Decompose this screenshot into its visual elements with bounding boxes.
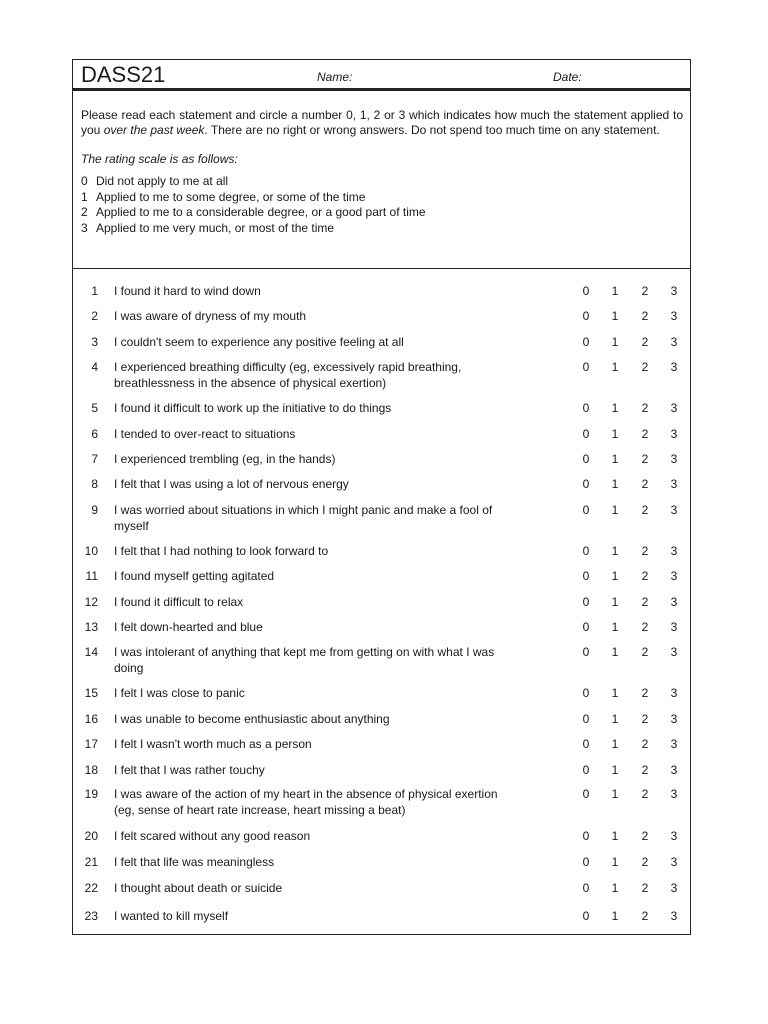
item-statement: I felt I was close to panic	[114, 686, 245, 700]
item-statement: I felt that I was using a lot of nervous energy	[114, 477, 349, 491]
scale-row	[81, 205, 683, 221]
item-number: 6	[91, 427, 98, 441]
rating-option-1[interactable]: 1	[611, 881, 619, 895]
rating-option-3[interactable]: 3	[670, 544, 678, 558]
rating-option-2[interactable]: 2	[641, 503, 649, 517]
rating-option-2[interactable]: 2	[641, 544, 649, 558]
item-number: 16	[84, 712, 98, 726]
scale-description: Applied to me to some degree, or some of the time	[96, 189, 366, 204]
rating-option-0[interactable]: 0	[582, 737, 590, 751]
item-number: 4	[91, 360, 98, 374]
item-statement: I was worried about situations in which I might panic and make a fool of myself	[114, 503, 493, 533]
rating-option-1[interactable]: 1	[611, 569, 619, 583]
item-statement: I couldn't seem to experience any positive feeling at all	[114, 335, 404, 349]
item-statement: I experienced breathing difficulty (eg, excessively rapid breathing, breathlessness in the absence of physical exertion)	[114, 360, 462, 390]
item-number: 2	[91, 309, 98, 323]
rating-option-2[interactable]: 2	[641, 620, 649, 634]
rating-option-0[interactable]: 0	[582, 645, 590, 659]
rating-option-3[interactable]: 3	[670, 309, 678, 323]
item-statement: I felt that life was meaningless	[114, 855, 275, 869]
rating-option-2[interactable]: 2	[641, 881, 649, 895]
rating-option-0[interactable]: 0	[582, 427, 590, 441]
item-number: 14	[84, 645, 98, 659]
rating-option-0[interactable]: 0	[582, 712, 590, 726]
rating-option-3[interactable]: 3	[670, 686, 678, 700]
item-statement: I was intolerant of anything that kept me from getting on with what I was doing	[114, 645, 495, 675]
rating-option-3[interactable]: 3	[670, 477, 678, 491]
rating-option-2[interactable]: 2	[641, 401, 649, 415]
rating-option-3[interactable]: 3	[670, 284, 678, 298]
item-number: 22	[84, 881, 98, 895]
item-number: 17	[84, 737, 98, 751]
rating-option-3[interactable]: 3	[670, 569, 678, 583]
rating-option-1[interactable]: 1	[611, 686, 619, 700]
item-statement: I was aware of dryness of my mouth	[114, 309, 307, 323]
rating-option-1[interactable]: 1	[611, 645, 619, 659]
item-number: 7	[91, 452, 98, 466]
item-statement: I felt scared without any good reason	[114, 829, 311, 843]
rating-option-1[interactable]: 1	[611, 829, 619, 843]
scale-number: 1	[81, 189, 88, 204]
scale-title: The rating scale is as follows:	[81, 152, 238, 166]
item-statement: I tended to over-react to situations	[114, 427, 296, 441]
rating-option-2[interactable]: 2	[641, 712, 649, 726]
item-number: 9	[91, 503, 98, 517]
rating-option-1[interactable]: 1	[611, 712, 619, 726]
rating-option-3[interactable]: 3	[670, 452, 678, 466]
rating-option-3[interactable]: 3	[670, 335, 678, 349]
rating-option-2[interactable]: 2	[641, 787, 649, 801]
rating-option-2[interactable]: 2	[641, 909, 649, 923]
item-number: 3	[91, 335, 98, 349]
rating-option-0[interactable]: 0	[582, 284, 590, 298]
rating-option-0[interactable]: 0	[582, 569, 590, 583]
rating-option-2[interactable]: 2	[641, 595, 649, 609]
rating-option-1[interactable]: 1	[611, 452, 619, 466]
rating-option-2[interactable]: 2	[641, 360, 649, 374]
rating-option-1[interactable]: 1	[611, 855, 619, 869]
instructions	[73, 91, 690, 269]
item-number: 23	[84, 909, 98, 923]
rating-option-1[interactable]: 1	[611, 595, 619, 609]
scale-description: Applied to me to a considerable degree, or a good part of time	[96, 205, 426, 219]
rating-option-1[interactable]: 1	[611, 335, 619, 349]
scale-number: 2	[81, 205, 88, 219]
rating-option-2[interactable]: 2	[641, 452, 649, 466]
item-number: 21	[84, 855, 98, 869]
rating-option-2[interactable]: 2	[641, 645, 649, 659]
item-number: 12	[84, 595, 98, 609]
scale-number: 3	[81, 220, 88, 235]
rating-option-2[interactable]: 2	[641, 335, 649, 349]
rating-option-3[interactable]: 3	[670, 855, 678, 869]
rating-option-2[interactable]: 2	[641, 855, 649, 869]
rating-option-1[interactable]: 1	[611, 477, 619, 491]
item-number: 13	[84, 620, 98, 634]
rating-option-2[interactable]: 2	[641, 686, 649, 700]
rating-option-1[interactable]: 1	[611, 544, 619, 558]
rating-option-2[interactable]: 2	[641, 829, 649, 843]
rating-option-0[interactable]: 0	[582, 855, 590, 869]
item-number: 11	[85, 569, 98, 583]
rating-option-2[interactable]: 2	[641, 309, 649, 323]
scale-number: 0	[81, 174, 88, 188]
form-title: DASS21	[81, 62, 166, 87]
rating-option-0[interactable]: 0	[582, 452, 590, 466]
form-header	[73, 60, 690, 91]
rating-option-1[interactable]: 1	[611, 360, 619, 374]
item-statement: I found myself getting agitated	[114, 569, 275, 583]
item-statement: I thought about death or suicide	[114, 881, 283, 895]
rating-option-1[interactable]: 1	[611, 427, 619, 441]
rating-option-3[interactable]: 3	[670, 787, 678, 801]
scale-description: Did not apply to me at all	[96, 174, 229, 188]
rating-option-3[interactable]: 3	[670, 503, 678, 517]
rating-option-1[interactable]: 1	[611, 503, 619, 517]
scale-description: Applied to me very much, or most of the time	[96, 220, 335, 235]
rating-option-3[interactable]: 3	[670, 401, 678, 415]
rating-option-2[interactable]: 2	[641, 569, 649, 583]
name-label: Name:	[317, 70, 353, 84]
rating-option-0[interactable]: 0	[582, 309, 590, 323]
rating-option-0[interactable]: 0	[582, 335, 590, 349]
item-statement: I felt that I had nothing to look forward to	[114, 544, 329, 558]
rating-option-3[interactable]: 3	[670, 737, 678, 751]
rating-option-1[interactable]: 1	[611, 909, 619, 923]
rating-option-0[interactable]: 0	[582, 881, 590, 895]
rating-option-0[interactable]: 0	[582, 544, 590, 558]
item-statement: I found it hard to wind down	[114, 284, 261, 298]
rating-option-0[interactable]: 0	[582, 401, 590, 415]
rating-option-2[interactable]: 2	[641, 427, 649, 441]
intro-text-part2: . There are no right or wrong answers. Do not spend too much time on any statement.	[204, 123, 660, 137]
item-statement: I felt that I was rather touchy	[114, 763, 265, 777]
item-number: 1	[91, 284, 98, 298]
item-number: 5	[91, 401, 98, 415]
rating-option-0[interactable]: 0	[582, 620, 590, 634]
rating-option-3[interactable]: 3	[670, 909, 678, 923]
rating-option-3[interactable]: 3	[670, 620, 678, 634]
item-number: 19	[84, 787, 98, 801]
rating-option-3[interactable]: 3	[670, 595, 678, 609]
rating-option-0[interactable]: 0	[582, 829, 590, 843]
rating-option-0[interactable]: 0	[582, 503, 590, 517]
rating-option-0[interactable]: 0	[582, 360, 590, 374]
rating-option-2[interactable]: 2	[641, 737, 649, 751]
rating-option-0[interactable]: 0	[582, 763, 590, 777]
rating-option-3[interactable]: 3	[670, 881, 678, 895]
rating-option-1[interactable]: 1	[611, 737, 619, 751]
item-statement: I found it difficult to relax	[114, 595, 244, 609]
item-statement: I wanted to kill myself	[114, 909, 229, 923]
item-statement: I felt I wasn't worth much as a person	[114, 737, 312, 751]
rating-option-1[interactable]: 1	[611, 620, 619, 634]
item-statement: I experienced trembling (eg, in the hands)	[114, 452, 336, 466]
item-number: 15	[84, 686, 98, 700]
item-number: 8	[91, 477, 98, 491]
rating-option-3[interactable]: 3	[670, 360, 678, 374]
rating-option-0[interactable]: 0	[582, 686, 590, 700]
rating-option-1[interactable]: 1	[611, 309, 619, 323]
rating-option-1[interactable]: 1	[611, 401, 619, 415]
intro-text-part1: Please read each statement and circle a number 0, 1, 2 or 3 which indicates how much the statement applied to you	[81, 108, 683, 137]
intro-emphasis: over the past week	[103, 123, 205, 137]
item-statement: I was unable to become enthusiastic about anything	[114, 712, 390, 726]
intro-text	[81, 108, 683, 138]
rating-option-0[interactable]: 0	[582, 787, 590, 801]
rating-option-3[interactable]: 3	[670, 763, 678, 777]
rating-option-1[interactable]: 1	[611, 284, 619, 298]
item-statement: I felt down-hearted and blue	[114, 620, 263, 634]
item-number: 20	[84, 829, 98, 843]
rating-option-3[interactable]: 3	[670, 645, 678, 659]
rating-option-0[interactable]: 0	[582, 477, 590, 491]
rating-option-2[interactable]: 2	[641, 477, 649, 491]
rating-option-0[interactable]: 0	[582, 909, 590, 923]
rating-option-3[interactable]: 3	[670, 712, 678, 726]
rating-option-2[interactable]: 2	[641, 763, 649, 777]
item-number: 10	[84, 544, 98, 558]
rating-option-0[interactable]: 0	[582, 595, 590, 609]
rating-option-1[interactable]: 1	[611, 787, 619, 801]
rating-option-2[interactable]: 2	[641, 284, 649, 298]
item-number: 18	[84, 763, 98, 777]
item-statement: I was aware of the action of my heart in the absence of physical exertion (eg, sense of heart rate increase, heart missing a beat)	[114, 787, 498, 817]
rating-option-1[interactable]: 1	[611, 763, 619, 777]
dass21-form	[72, 59, 691, 935]
rating-option-3[interactable]: 3	[670, 427, 678, 441]
date-label: Date:	[553, 70, 582, 84]
scale-row	[81, 221, 683, 237]
scale-row	[81, 174, 683, 190]
item-statement: I found it difficult to work up the initiative to do things	[114, 401, 392, 415]
rating-option-3[interactable]: 3	[670, 829, 678, 843]
scale-row	[81, 190, 683, 206]
